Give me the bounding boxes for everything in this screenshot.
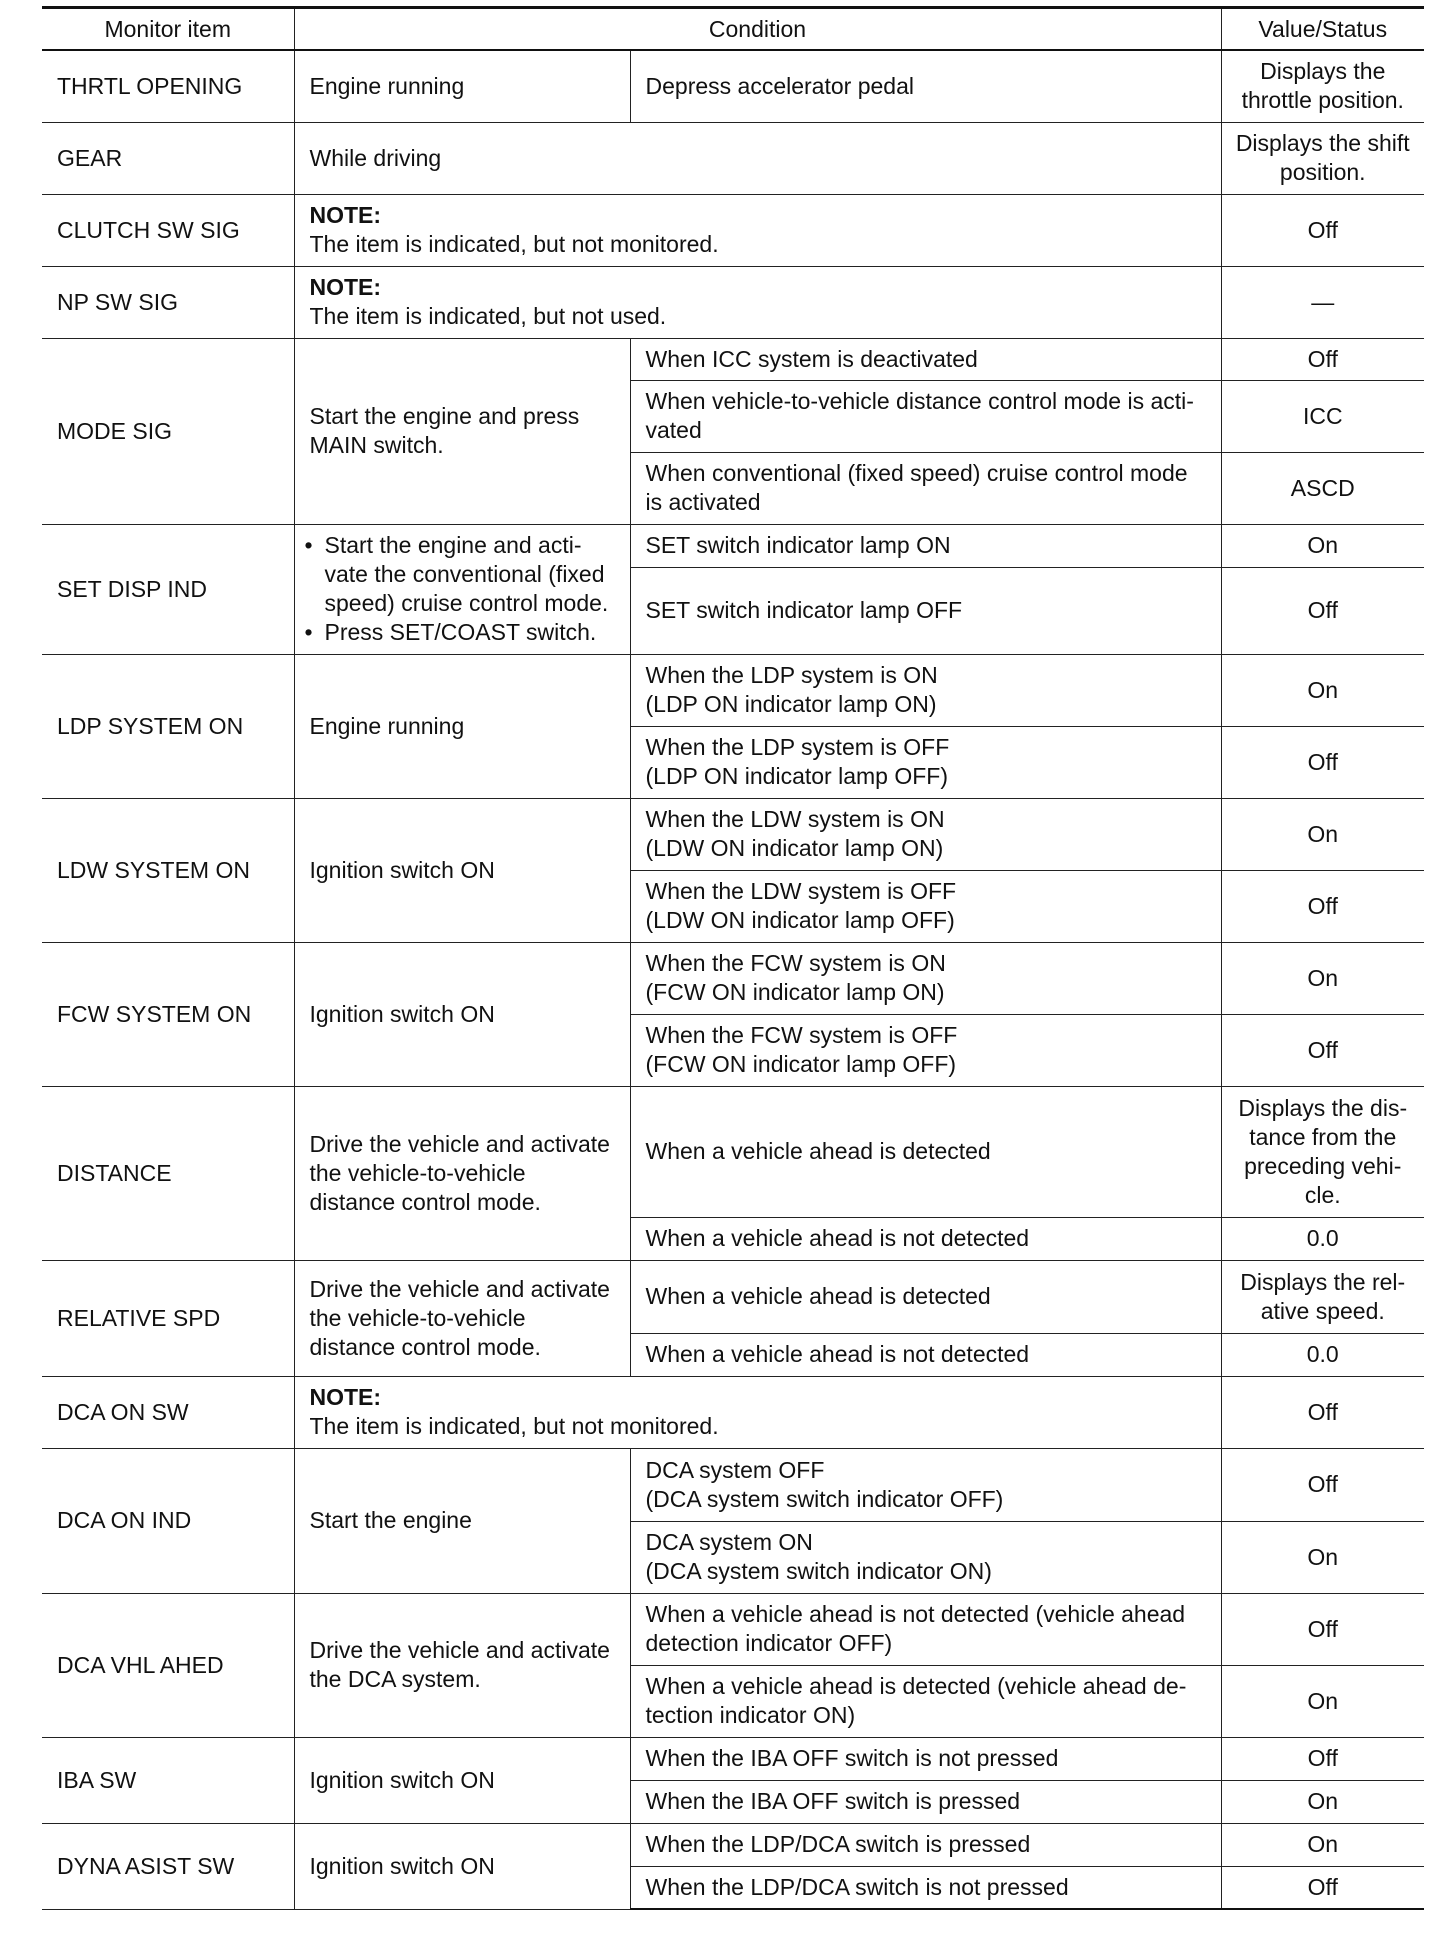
sub-condition-line: DCA system OFF: [645, 1456, 825, 1483]
condition: Engine running: [294, 654, 630, 798]
sub-condition-line: When the FCW system is ON: [645, 950, 946, 976]
sub-condition: [630, 798, 1221, 870]
monitor-item: DCA ON IND: [42, 1448, 294, 1593]
monitor-item: DISTANCE: [42, 1086, 294, 1260]
sub-condition: Depress accelerator pedal: [630, 50, 1221, 122]
sub-condition: [630, 726, 1221, 798]
value-status: Displays the rel-ative speed.: [1221, 1260, 1424, 1333]
condition: Engine running: [294, 50, 630, 122]
sub-condition: When the LDP/DCA switch is not pressed: [630, 1866, 1221, 1909]
header-value-status: Value/Status: [1221, 8, 1424, 51]
monitor-item: CLUTCH SW SIG: [42, 194, 294, 266]
sub-condition-line: When the LDP system is ON: [645, 662, 938, 688]
value-status: On: [1221, 654, 1424, 726]
condition: Drive the vehicle and activate the vehicle-to-vehicle distance control mode.: [294, 1086, 630, 1260]
sub-condition-line: (DCA system switch indicator ON): [645, 1558, 992, 1584]
sub-condition: [630, 654, 1221, 726]
monitor-item: NP SW SIG: [42, 266, 294, 338]
value-status: Off: [1221, 1737, 1424, 1780]
sub-condition-line: (LDP ON indicator lamp ON): [645, 691, 937, 717]
value-status: Displays the shift position.: [1221, 122, 1424, 194]
table-row: [42, 1260, 1424, 1333]
sub-condition: When vehicle-to-vehicle distance control mode is acti-vated: [630, 380, 1221, 452]
note-text: The item is indicated, but not used.: [309, 303, 667, 329]
monitor-item: GEAR: [42, 122, 294, 194]
note-cell: [294, 1376, 1221, 1448]
monitor-item: SET DISP IND: [42, 524, 294, 654]
monitor-item: IBA SW: [42, 1737, 294, 1823]
sub-condition-line: When the LDW system is ON: [645, 806, 945, 832]
table-row: [42, 1823, 1424, 1866]
value-status: On: [1221, 942, 1424, 1014]
value-status: Displays the dis-tance from the preceding vehi-cle.: [1221, 1086, 1424, 1217]
header-monitor-item: Monitor item: [42, 8, 294, 51]
monitor-item: DYNA ASIST SW: [42, 1823, 294, 1909]
sub-condition-line: (LDW ON indicator lamp ON): [645, 835, 944, 861]
value-status: —: [1221, 266, 1424, 338]
monitor-item: FCW SYSTEM ON: [42, 942, 294, 1086]
sub-condition-line: (FCW ON indicator lamp OFF): [645, 1051, 957, 1077]
value-status: On: [1221, 1823, 1424, 1866]
table-row: [42, 194, 1424, 266]
sub-condition-line: When the LDW system is OFF: [645, 878, 957, 904]
table-row: [42, 942, 1424, 1014]
monitor-item: LDW SYSTEM ON: [42, 798, 294, 942]
note-cell: [294, 194, 1221, 266]
table-row: [42, 338, 1424, 380]
sub-condition-line: DCA system ON: [645, 1529, 813, 1555]
value-status: Off: [1221, 1866, 1424, 1909]
condition: Ignition switch ON: [294, 798, 630, 942]
note-text: The item is indicated, but not monitored.: [309, 1413, 719, 1439]
sub-condition-line: When the LDP system is OFF: [645, 734, 950, 760]
value-status: Displays the throttle position.: [1221, 50, 1424, 122]
value-status: Off: [1221, 1593, 1424, 1665]
table-row: [42, 1448, 1424, 1521]
sub-condition-line: (LDW ON indicator lamp OFF): [645, 907, 955, 933]
condition: While driving: [294, 122, 1221, 194]
table-row: [42, 654, 1424, 726]
value-status: Off: [1221, 338, 1424, 380]
sub-condition-line: (DCA system switch indicator OFF): [645, 1485, 1004, 1512]
sub-condition: [630, 1521, 1221, 1593]
sub-condition: SET switch indicator lamp OFF: [630, 567, 1221, 654]
table-row: [42, 798, 1424, 870]
value-status: 0.0: [1221, 1217, 1424, 1260]
condition: Drive the vehicle and activate the vehicle-to-vehicle distance control mode.: [294, 1260, 630, 1376]
sub-condition: When the IBA OFF switch is not pressed: [630, 1737, 1221, 1780]
table-row: [42, 122, 1424, 194]
value-status: Off: [1221, 567, 1424, 654]
sub-condition: When conventional (fixed speed) cruise control mode is activated: [630, 452, 1221, 524]
table-row: [42, 266, 1424, 338]
table-header-row: [42, 8, 1424, 51]
condition-bullets: [303, 531, 624, 647]
sub-condition: When a vehicle ahead is not detected: [630, 1217, 1221, 1260]
monitor-item: MODE SIG: [42, 338, 294, 524]
sub-condition: When the LDP/DCA switch is pressed: [630, 1823, 1221, 1866]
table-row: [42, 1593, 1424, 1665]
value-status: 0.0: [1221, 1333, 1424, 1376]
condition: Drive the vehicle and activate the DCA system.: [294, 1593, 630, 1737]
sub-condition: When a vehicle ahead is detected: [630, 1260, 1221, 1333]
monitor-item: LDP SYSTEM ON: [42, 654, 294, 798]
sub-condition: When the IBA OFF switch is pressed: [630, 1780, 1221, 1823]
sub-condition-line: (LDP ON indicator lamp OFF): [645, 763, 948, 789]
condition: Ignition switch ON: [294, 1737, 630, 1823]
sub-condition: When ICC system is deactivated: [630, 338, 1221, 380]
sub-condition: When a vehicle ahead is not detected (vehicle ahead detection indicator OFF): [630, 1593, 1221, 1665]
note-label: NOTE:: [309, 1384, 382, 1410]
sub-condition: When a vehicle ahead is detected: [630, 1086, 1221, 1217]
value-status: Off: [1221, 1376, 1424, 1448]
sub-condition-line: When the FCW system is OFF: [645, 1022, 958, 1048]
condition: Start the engine: [294, 1448, 630, 1593]
value-status: ICC: [1221, 380, 1424, 452]
value-status: Off: [1221, 726, 1424, 798]
sub-condition: When a vehicle ahead is not detected: [630, 1333, 1221, 1376]
monitor-item: THRTL OPENING: [42, 50, 294, 122]
value-status: ASCD: [1221, 452, 1424, 524]
value-status: On: [1221, 798, 1424, 870]
monitor-item: DCA ON SW: [42, 1376, 294, 1448]
sub-condition: [630, 942, 1221, 1014]
sub-condition: [630, 1014, 1221, 1086]
value-status: Off: [1221, 1014, 1424, 1086]
value-status: On: [1221, 1780, 1424, 1823]
value-status: Off: [1221, 1448, 1424, 1521]
condition: Ignition switch ON: [294, 942, 630, 1086]
note-text: The item is indicated, but not monitored.: [309, 231, 719, 257]
header-condition: Condition: [294, 8, 1221, 51]
note-label: NOTE:: [309, 202, 382, 228]
condition: Start the engine and press MAIN switch.: [294, 338, 630, 524]
value-status: Off: [1221, 194, 1424, 266]
table-row: [42, 524, 1424, 567]
value-status: On: [1221, 1665, 1424, 1737]
sub-condition: SET switch indicator lamp ON: [630, 524, 1221, 567]
monitor-item: RELATIVE SPD: [42, 1260, 294, 1376]
sub-condition: When a vehicle ahead is detected (vehicle ahead de-tection indicator ON): [630, 1665, 1221, 1737]
table-row: [42, 1086, 1424, 1217]
table-row: [42, 1737, 1424, 1780]
table-row: [42, 50, 1424, 122]
sub-condition-line: (FCW ON indicator lamp ON): [645, 979, 945, 1005]
sub-condition: [630, 1448, 1221, 1521]
monitor-item-table: [42, 6, 1424, 1910]
sub-condition: [630, 870, 1221, 942]
condition: [294, 524, 630, 654]
note-label: NOTE:: [309, 274, 382, 300]
bullet-item: • Press SET/COAST switch.: [303, 618, 624, 647]
condition: Ignition switch ON: [294, 1823, 630, 1909]
note-cell: [294, 266, 1221, 338]
value-status: On: [1221, 1521, 1424, 1593]
bullet-item: • Start the engine and acti-vate the conventional (fixed speed) cruise control mode.: [303, 531, 624, 618]
value-status: Off: [1221, 870, 1424, 942]
value-status: On: [1221, 524, 1424, 567]
monitor-item: DCA VHL AHED: [42, 1593, 294, 1737]
table-row: [42, 1376, 1424, 1448]
